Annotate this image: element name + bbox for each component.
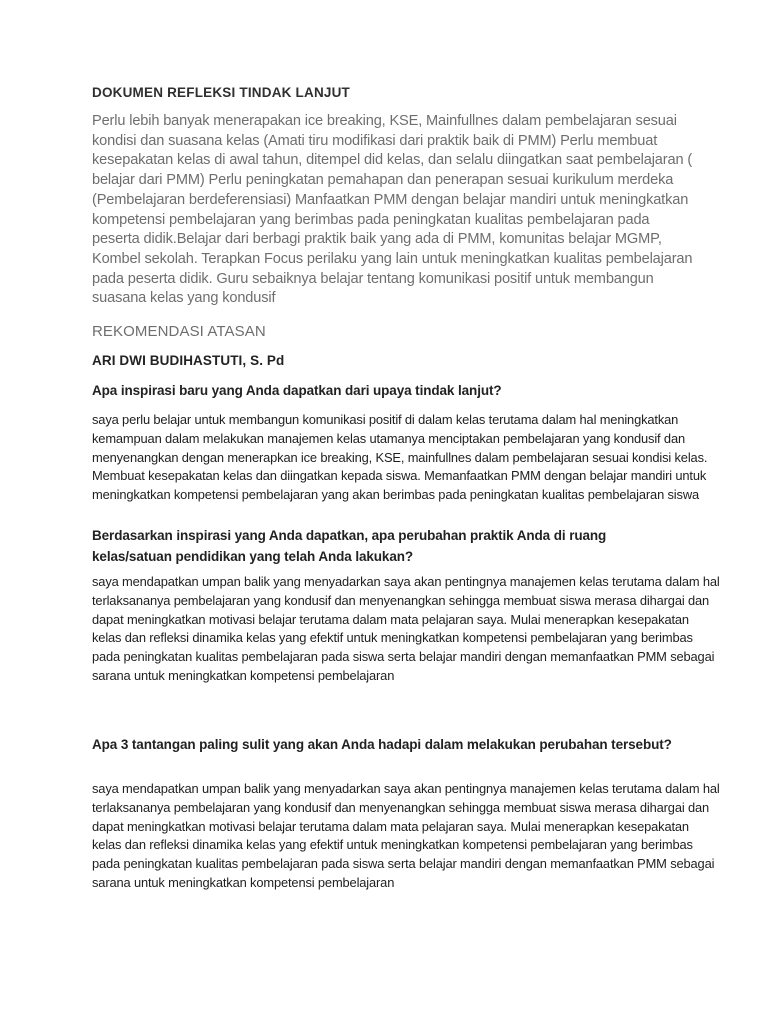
author-name: ARI DWI BUDIHASTUTI, S. Pd bbox=[92, 353, 285, 368]
answer-1: saya perlu belajar untuk membangun komunikasi positif di dalam kelas terutama dalam hal meningkatkan kemampuan dalam melakukan manajemen kelas utamanya menciptakan pembelajaran yang kondusif dan menyenangkan dengan menerapkan ice breaking, KSE, mainfullnes dalam pembelajaran sesuai kondisi kelas. Membuat kesepakatan kelas dan diingatkan kepada siswa. Memanfaatkan PMM dengan belajar mandiri untuk meningkatkan kompetensi pembelajaran yang akan berimbas pada peningkatan kualitas pembelajaran siswa bbox=[92, 412, 708, 503]
section-label-rekomendasi-atasan: REKOMENDASI ATASAN bbox=[92, 323, 266, 340]
answer-3: saya mendapatkan umpan balik yang menyadarkan saya akan pentingnya manajemen kelas terutama dalam hal terlaksananya pembelajaran yang kondusif dan menyenangkan sehingga membuat siswa merasa dihargai dan dapat meningkatkan motivasi belajar terutama dalam mata pelajaran saya. Mulai menerapkan kesepakatan kelas dan refleksi dinamika kelas yang efektif untuk meningkatkan kompetensi pembelajaran yang berimbas pada peningkatan kualitas pembelajaran pada siswa serta belajar mandiri dengan memanfaatkan PMM sebagai sarana untuk meningkatkan kompetensi pembelajaran bbox=[92, 781, 720, 890]
question-1: Apa inspirasi baru yang Anda dapatkan dari upaya tindak lanjut? bbox=[92, 383, 502, 398]
question-3: Apa 3 tantangan paling sulit yang akan Anda hadapi dalam melakukan perubahan tersebut? bbox=[92, 737, 672, 752]
answer-2: saya mendapatkan umpan balik yang menyadarkan saya akan pentingnya manajemen kelas terutama dalam hal terlaksananya pembelajaran yang kondusif dan menyenangkan sehingga membuat siswa merasa dihargai dan dapat meningkatkan motivasi belajar terutama dalam mata pelajaran saya. Mulai menerapkan kesepakatan kelas dan refleksi dinamika kelas yang efektif untuk meningkatkan kompetensi pembelajaran yang berimbas pada peningkatan kualitas pembelajaran pada siswa serta belajar mandiri dengan memanfaatkan PMM sebagai sarana untuk meningkatkan kompetensi pembelajaran bbox=[92, 574, 720, 683]
intro-paragraph: Perlu lebih banyak menerapakan ice breaking, KSE, Mainfullnes dalam pembelajaran sesuai kondisi dan suasana kelas (Amati tiru modifikasi dari praktik baik di PMM) Perlu membuat kesepakatan kelas di awal tahun, ditempel did kelas, dan selalu diingatkan saat pembelajaran ( belajar dari PMM) Perlu peningkatan pemahapan dan penerapan sesuai kurikulum merdeka (Pembelajaran berdeferensiasi) Manfaatkan PMM dengan belajar mandiri untuk meningkatkan kompetensi pembelajaran yang berimbas pada peningkatan kualitas pembelajaran pada peserta didik.Belajar dari berbagi praktik baik yang ada di PMM, komunitas belajar MGMP, Kombel sekolah. Terapkan Focus perilaku yang lain untuk meningkatkan kualitas pembelajaran pada peserta didik. Guru sebaiknya belajar tentang komunikasi positif untuk membangun suasana kelas yang kondusif bbox=[92, 113, 693, 307]
document-title: DOKUMEN REFLEKSI TINDAK LANJUT bbox=[92, 85, 350, 100]
question-2: Berdasarkan inspirasi yang Anda dapatkan, apa perubahan praktik Anda di ruang kelas/satuan pendidikan yang telah Anda lakukan? bbox=[92, 528, 607, 564]
